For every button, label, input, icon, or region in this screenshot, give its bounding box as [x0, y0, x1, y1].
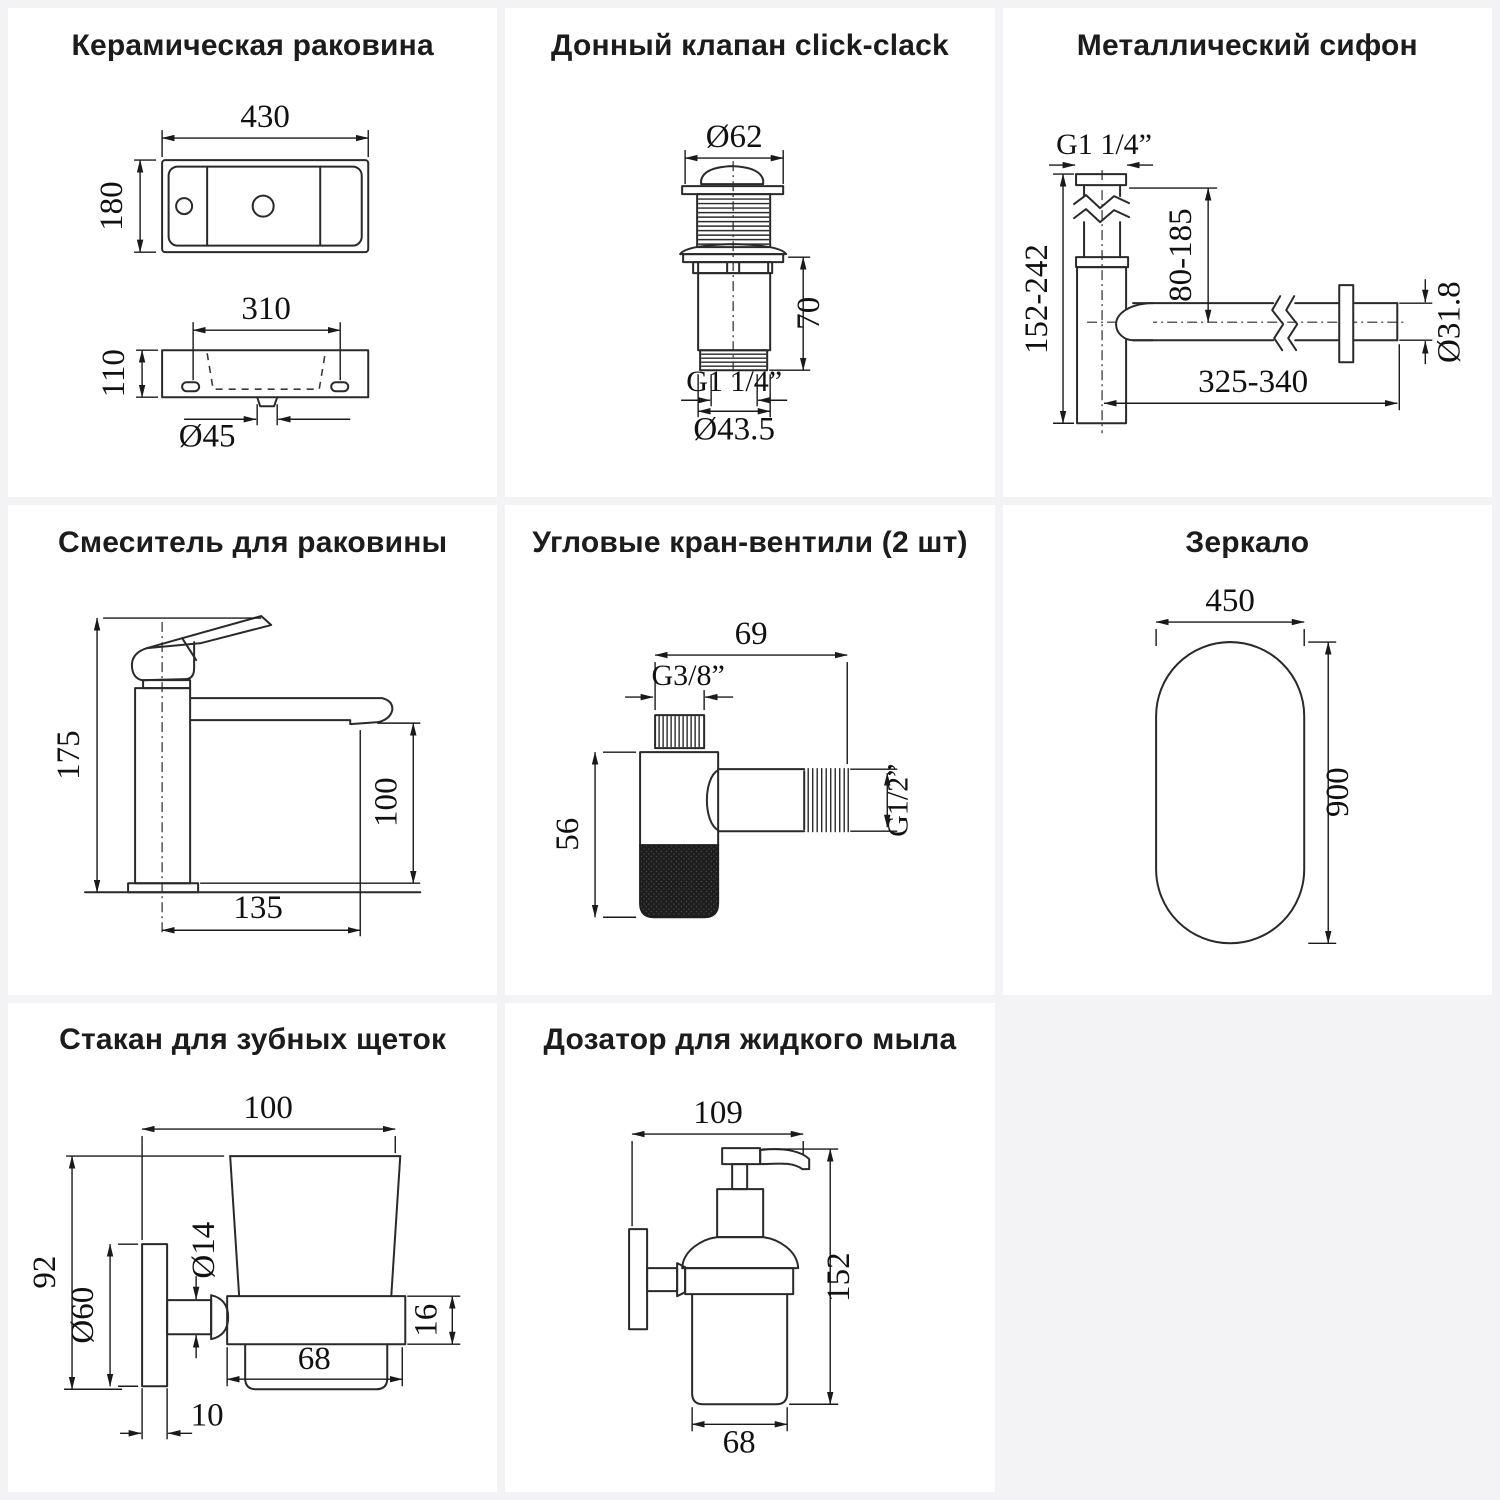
- dim-cup-holder: [407, 1296, 460, 1344]
- panel-title: Стакан для зубных щеток: [59, 1023, 447, 1057]
- dim-label-mirror-width: 450: [1205, 583, 1255, 620]
- dim-label-sink-height: 110: [96, 349, 133, 398]
- faucet-drawing: [8, 580, 497, 994]
- dispenser-outline: [629, 1148, 809, 1404]
- panel-siphon: [1003, 8, 1492, 497]
- dim-label-cup-plate: Ø60: [65, 1286, 102, 1344]
- dim-sink-width: [162, 99, 368, 157]
- dim-valve-body-height: [770, 257, 828, 370]
- dim-valve-thread: [681, 365, 787, 406]
- dim-cup-plate: [65, 1244, 138, 1386]
- cup-outline: [142, 1156, 405, 1389]
- panel-mirror: [1003, 505, 1492, 994]
- panel-sink: [8, 8, 497, 497]
- knurled-handle: [640, 846, 718, 918]
- dim-siphon-inlet-range: [1129, 188, 1217, 322]
- dim-label-siphon-inlet: 80-185: [1162, 208, 1199, 302]
- dim-label-sink-hole-span: 310: [241, 291, 291, 328]
- dim-sink-height: [96, 349, 158, 397]
- dim-label-plate-thickness: 10: [190, 1396, 224, 1433]
- dim-dispenser-height: [763, 1149, 858, 1404]
- dim-siphon-pipe-diameter: [1399, 279, 1467, 364]
- dim-sink-depth: [94, 160, 156, 252]
- panel-dispenser: [505, 1003, 994, 1492]
- dim-cup-glass: [227, 1341, 402, 1386]
- dim-label-sink-drain: Ø45: [178, 418, 236, 455]
- dim-label-cup-arm: Ø14: [186, 1221, 223, 1279]
- dim-label-siphon-length: 325-340: [1197, 364, 1308, 401]
- dim-cup-width: [142, 1090, 395, 1240]
- dim-label-dispenser-bottle: 68: [722, 1423, 756, 1460]
- panel-title: Зеркало: [1185, 525, 1310, 559]
- dim-label-inlet-thread: G3/8”: [651, 659, 726, 693]
- dim-label-valve-diameter: Ø43.5: [693, 411, 776, 448]
- cup-drawing: [8, 1078, 497, 1492]
- dim-label-valve-cap: Ø62: [706, 119, 763, 156]
- empty-cell: [1003, 1003, 1492, 1492]
- dim-cup-plate-thickness: [120, 1388, 224, 1439]
- dim-label-valve-length: 69: [734, 616, 769, 653]
- panel-title: Донный клапан click-clack: [551, 28, 949, 62]
- dim-siphon-height-range: [1019, 174, 1074, 423]
- dim-label-dispenser-width: 109: [693, 1094, 744, 1131]
- dim-faucet-spout-height: [200, 723, 420, 883]
- panel-title: Смеситель для раковины: [57, 525, 448, 559]
- dim-siphon-length-range: [1104, 344, 1399, 410]
- panel-title: Металлический сифон: [1076, 28, 1418, 62]
- dim-label-valve-height: 70: [791, 296, 828, 330]
- dim-valve-inlet-thread: [625, 659, 733, 710]
- dim-faucet-reach: [162, 730, 360, 936]
- siphon-drawing: [1003, 83, 1492, 497]
- panel-faucet: [8, 505, 497, 994]
- panel-title: Угловые кран-вентили (2 шт): [532, 525, 968, 559]
- dim-sink-drain: [179, 404, 351, 454]
- dim-label-siphon-pipe: Ø31.8: [1430, 281, 1467, 363]
- dim-siphon-thread: [1049, 128, 1153, 165]
- mirror-outline: [1156, 642, 1304, 943]
- panel-angle-valve: [505, 505, 994, 994]
- dim-dispenser-bottle: [692, 1407, 787, 1460]
- dim-label-siphon-thread: G1 1/4”: [1055, 128, 1152, 162]
- sink-top-view: [162, 160, 368, 252]
- dim-label-cup-glass: 68: [297, 1340, 331, 1377]
- dim-label-valve-height: 56: [550, 818, 587, 852]
- dim-mirror-width: [1156, 583, 1304, 646]
- mirror-drawing: [1003, 580, 1492, 994]
- faucet-outline: [85, 616, 420, 892]
- dim-label-faucet-reach: 135: [233, 890, 283, 927]
- dim-mirror-height: [1308, 642, 1356, 943]
- panel-drain-valve: [505, 8, 994, 497]
- dim-valve-cap: [685, 119, 783, 184]
- dim-label-outlet-thread: G1/2”: [881, 763, 915, 838]
- dim-valve-outlet-thread: [851, 764, 915, 837]
- panel-title: Керамическая раковина: [71, 28, 434, 62]
- dim-label-faucet-height: 175: [51, 730, 88, 781]
- dim-label-mirror-height: 900: [1319, 767, 1356, 818]
- dispenser-drawing: [505, 1078, 994, 1492]
- dim-label-sink-depth: 180: [94, 181, 131, 231]
- dim-label-cup-width: 100: [243, 1089, 293, 1126]
- dim-label-valve-thread: G1 1/4”: [686, 365, 783, 399]
- dim-valve-height: [550, 752, 636, 917]
- dim-faucet-height: [51, 618, 261, 892]
- angle-valve-drawing: [505, 580, 994, 994]
- dim-label-cup-holder: 16: [408, 1303, 445, 1337]
- dim-label-dispenser-height: 152: [821, 1252, 858, 1302]
- dim-label-faucet-spout-height: 100: [368, 777, 405, 828]
- drain-valve-drawing: [505, 83, 994, 497]
- sink-drawing: [8, 83, 497, 497]
- dim-label-siphon-height: 152-242: [1018, 244, 1055, 355]
- angle-valve-outline: [640, 715, 848, 917]
- dim-label-sink-width: 430: [240, 99, 290, 136]
- panel-cup: [8, 1003, 497, 1492]
- dim-sink-hole-span: [193, 291, 340, 380]
- dim-label-cup-height: 92: [27, 1255, 64, 1289]
- panel-title: Дозатор для жидкого мыла: [543, 1023, 957, 1057]
